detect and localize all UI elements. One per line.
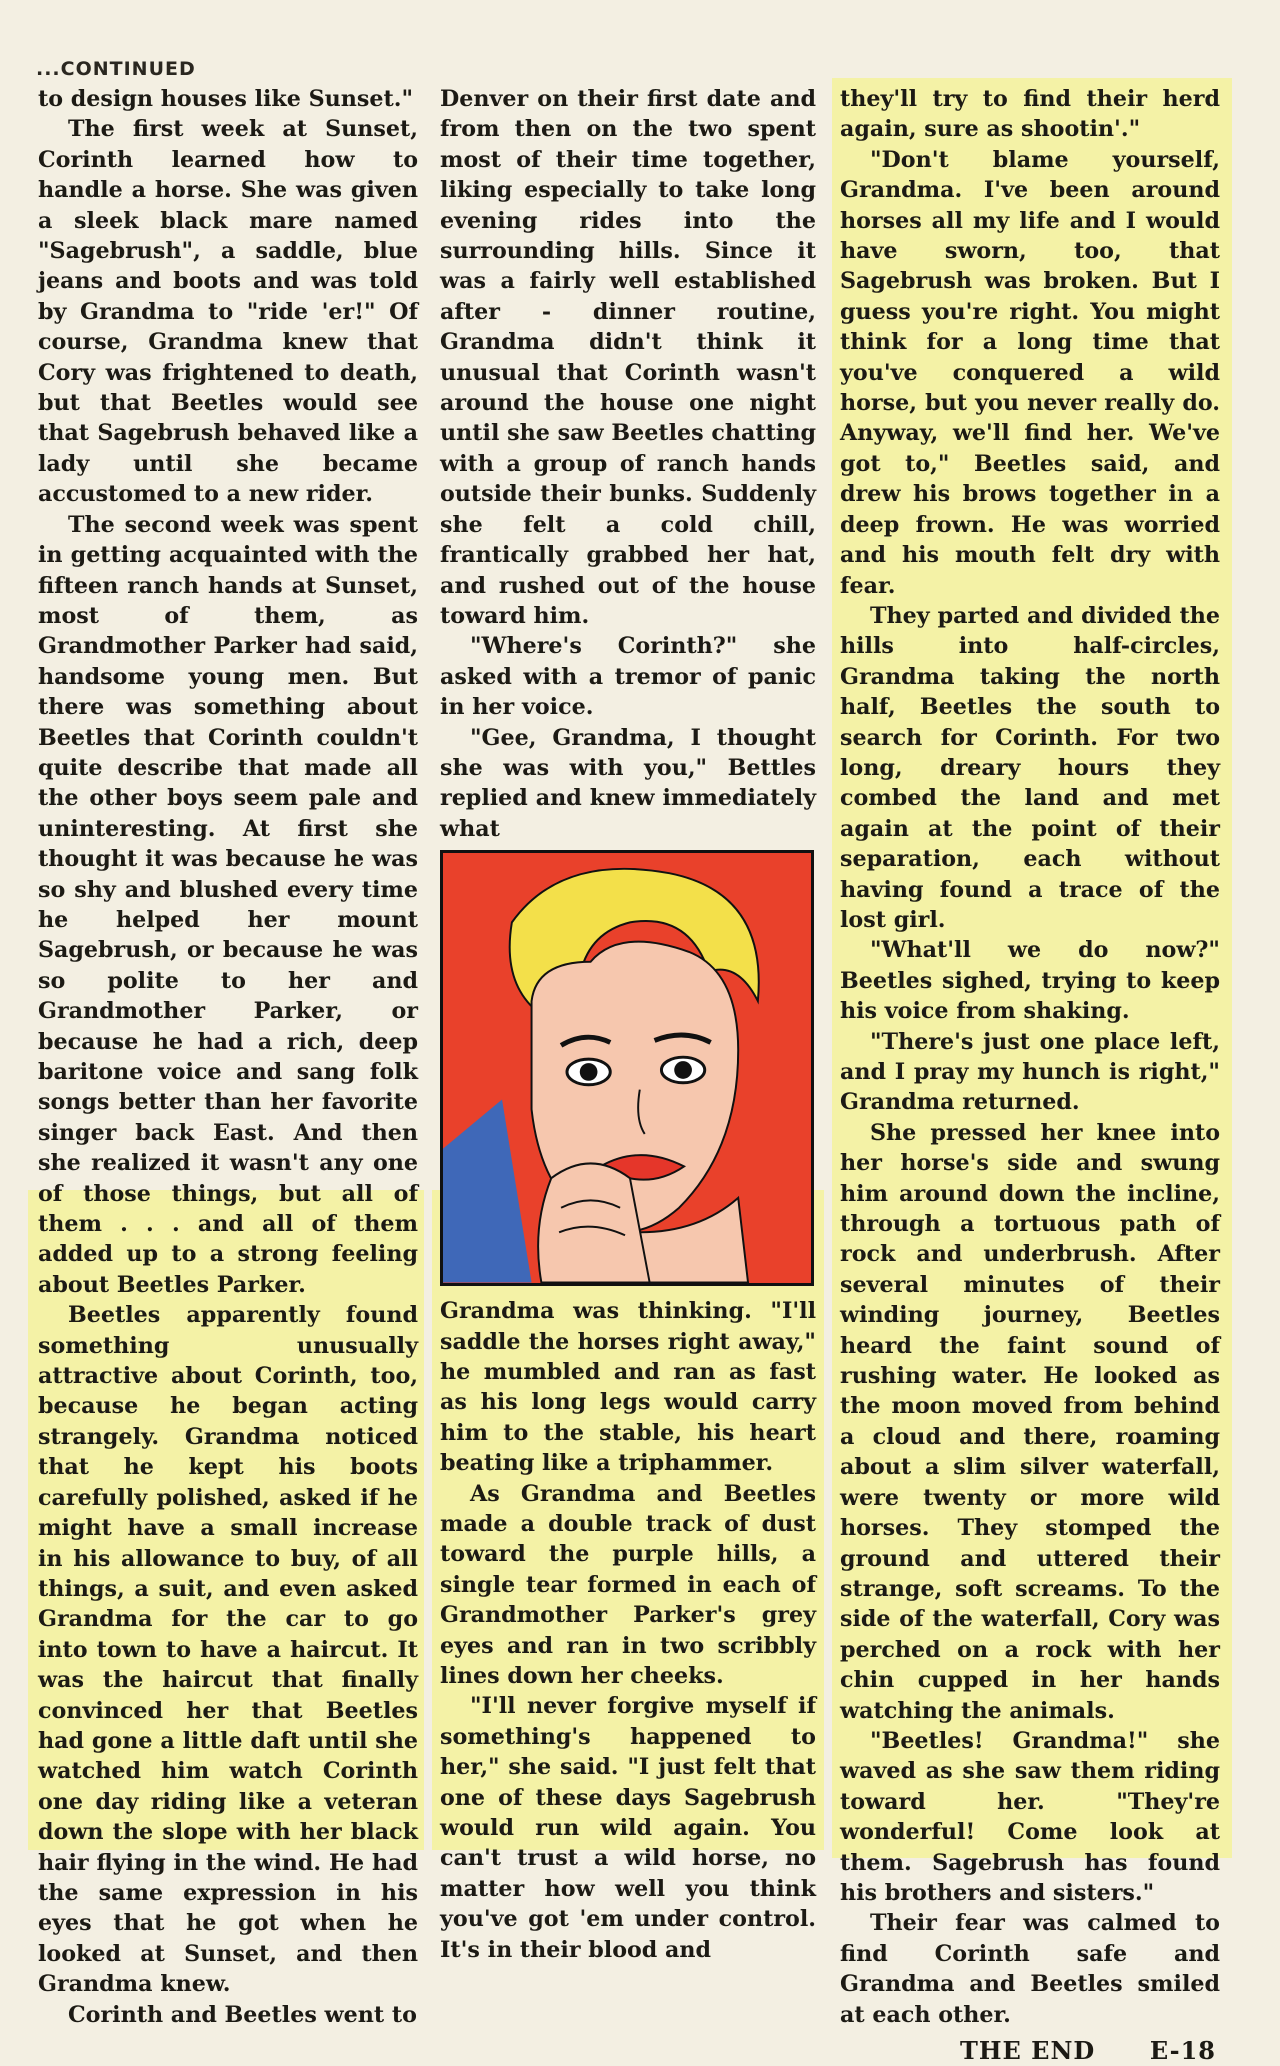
paragraph: They parted and divided the hills into half-circles, Grandma taking the north half, Beetles the south to search for Corinth. For two long, dreary hours they combed the land and met again at the point of their separation, each without having found a trace of the lost girl.: [840, 602, 1220, 933]
paragraph: "Gee, Grandma, I thought she was with you," Bettles replied and knew immediately what: [440, 724, 816, 842]
paragraph: Grandma was thinking. "I'll saddle the horses right away," he mumbled and ran as fast as his long legs would carry him to the stable, his heart beating like a triphammer.: [440, 1298, 816, 1477]
paragraph: As Grandma and Beetles made a double track of dust toward the purple hills, a single tear formed in each of Grandmother Parker's grey eyes and ran in two scribbly lines down her cheeks.: [440, 1480, 816, 1690]
text-column-1: [38, 84, 418, 2030]
paragraph: to design houses like Sunset.": [38, 86, 414, 112]
the-end-label: THE END: [960, 2036, 1096, 2065]
paragraph: The second week was spent in getting acquainted with the fifteen ranch hands at Sunset, most of them, as Grandmother Parker had said, handsome young men. But there was something about Beetles that Corinth couldn't quite describe that made all the other boys seem pale and uninteresting. At first she thought it was because he was so shy and blushed every time he helped her mount Sagebrush, or because he was so polite to her and Grandmother Parker, or because he had a rich, deep baritone voice and sang folk songs better than her favorite singer back East. And then she realized it wasn't any one of those things, but all of them . . . and all of them added up to a strong feeling about Beetles Parker.: [38, 511, 418, 1298]
paragraph: "Where's Corinth?" she asked with a tremor of panic in her voice.: [440, 633, 816, 721]
paragraph: "I'll never forgive myself if something's happened to her," she said. "I just felt that one of these days Sagebrush would run wild again. You can't trust a wild horse, no matter how well you think you've got 'em under control. It's in their blood and: [440, 1693, 816, 1963]
paragraph: they'll try to find their herd again, sure as shootin'.": [840, 86, 1220, 143]
paragraph: She pressed her knee into her horse's side and swung him around down the incline, through a tortuous path of rock and underbrush. After several minutes of their winding journey, Beetles heard the faint sound of rushing water. He looked as the moon moved from behind a cloud and there, roaming about a slim silver waterfall, were twenty or more wild horses. They stomped the ground and uttered their strange, soft screams. To the side of the waterfall, Cory was perched on a rock with her chin cupped in her hands watching the animals.: [840, 1119, 1220, 1724]
comic-panel-illustration: [440, 850, 814, 1286]
continued-label: ...CONTINUED: [36, 58, 196, 80]
paragraph: Denver on their first date and from then on the two spent most of their time together, liking especially to take long evening rides into the surrounding hills. Since it was a fairly well established after - dinner routine, Grandma didn't think it unusual that Corinth wasn't around the house one night until she saw Beetles chatting with a group of ranch hands outside their bunks. Suddenly she felt a cold chill, frantically grabbed her hat, and rushed out of the house toward him.: [440, 86, 816, 629]
text-column-2: [440, 84, 816, 1965]
paragraph: Beetles apparently found something unusually attractive about Corinth, too, because he began acting strangely. Grandma noticed that he kept his boots carefully polished, asked if he might have a small increase in his allowance to buy, of all things, a suit, and even asked Grandma for the car to go into town to have a haircut. It was the haircut that finally convinced her that Beetles had gone a little daft until she watched him watch Corinth one day riding like a veteran down the slope with her black hair flying in the wind. He had the same expression in his eyes that he got when he looked at Sunset, and then Grandma knew.: [38, 1302, 418, 1998]
paragraph: The first week at Sunset, Corinth learned how to handle a horse. She was given a sleek black mare named "Sagebrush", a saddle, blue jeans and boots and was told by Grandma to "ride 'er!" Of course, Grandma knew that Cory was frightened to death, but that Beetles would see that Sagebrush behaved like a lady until she became accustomed to a new rider.: [38, 116, 418, 508]
page-code: E-18: [1149, 2036, 1216, 2065]
text-column-3: [840, 84, 1220, 2066]
story-footer: [840, 2036, 1220, 2066]
paragraph: Their fear was calmed to find Corinth safe and Grandma and Beetles smiled at each other.: [840, 1910, 1220, 2028]
paragraph: "What'll we do now?" Beetles sighed, trying to keep his voice from shaking.: [840, 937, 1220, 1025]
paragraph: "There's just one place left, and I pray my hunch is right," Grandma returned.: [840, 1028, 1220, 1116]
paragraph: "Beetles! Grandma!" she waved as she saw them riding toward her. "They're wonderful! Come look at them. Sagebrush has found his brothers and sisters.": [840, 1727, 1220, 1906]
paragraph: "Don't blame yourself, Grandma. I've been around horses all my life and I would have sworn, too, that Sagebrush was broken. But I guess you're right. You might think for a long time that you've conquered a wild horse, but you never really do. Anyway, we'll find her. We've got to," Beetles said, and drew his brows together in a deep frown. He was worried and his mouth felt dry with fear.: [840, 146, 1220, 599]
paragraph: Corinth and Beetles went to: [68, 2001, 417, 2028]
woman-portrait-icon: [443, 853, 811, 1283]
